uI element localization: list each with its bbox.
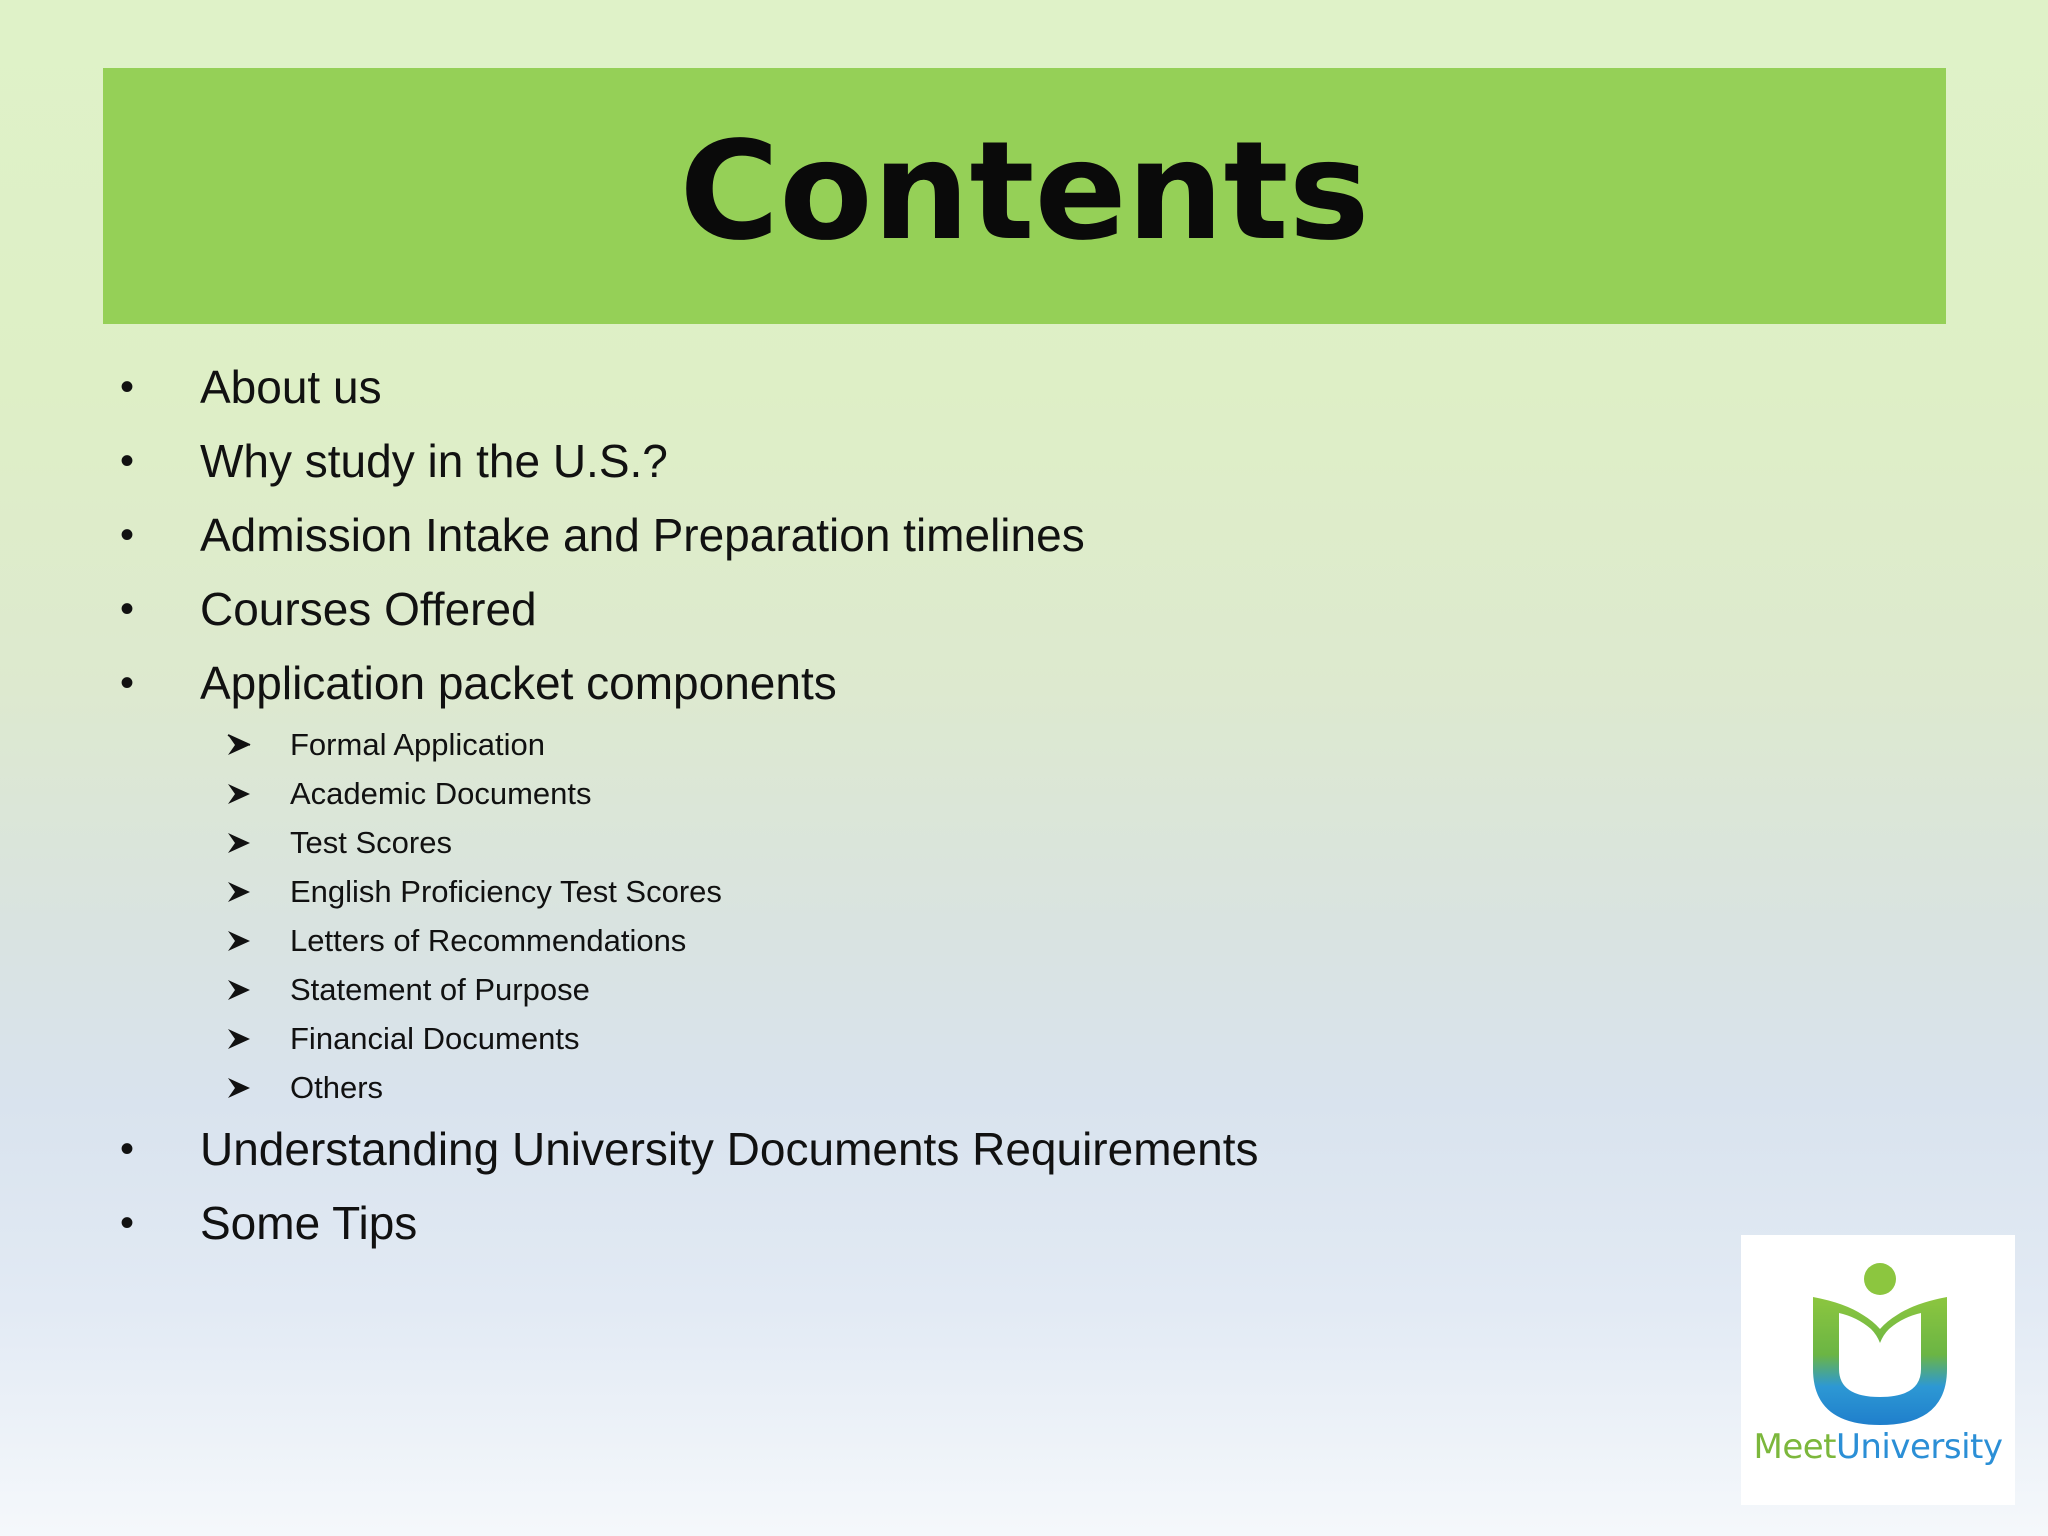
list-item <box>120 424 1720 498</box>
sub-list-item-label: Test Scores <box>290 824 452 860</box>
sub-list-item-label: Academic Documents <box>290 775 592 811</box>
arrowhead-bullet-icon <box>226 879 252 905</box>
list-item <box>120 498 1720 572</box>
list-item-label: Some Tips <box>200 1197 418 1249</box>
arrowhead-bullet-icon <box>226 830 252 856</box>
sub-list-item-label: Statement of Purpose <box>290 971 590 1007</box>
sub-list-item <box>120 769 1720 818</box>
meetuniversity-logo <box>1741 1235 2015 1505</box>
logo-text-meet: Meet <box>1753 1427 1836 1467</box>
sub-list-item-label: English Proficiency Test Scores <box>290 873 722 909</box>
logo-text-university: University <box>1836 1427 2003 1467</box>
bullet-icon: • <box>120 587 135 631</box>
title-bar <box>103 68 1946 324</box>
sub-list-item <box>120 916 1720 965</box>
arrowhead-bullet-icon <box>226 732 252 758</box>
sub-list-item <box>120 1063 1720 1112</box>
list-item <box>120 1112 1720 1186</box>
list-item-label: Application packet components <box>200 657 837 709</box>
slide-title: Contents <box>679 113 1370 271</box>
arrowhead-bullet-icon <box>226 1075 252 1101</box>
list-item <box>120 350 1720 424</box>
sub-list-item-label: Letters of Recommendations <box>290 922 687 958</box>
list-item <box>120 572 1720 646</box>
bullet-icon: • <box>120 365 135 409</box>
arrowhead-bullet-icon <box>226 781 252 807</box>
list-item-label: Understanding University Documents Requirements <box>200 1123 1259 1175</box>
sub-list-item <box>120 818 1720 867</box>
bullet-icon: • <box>120 1127 135 1171</box>
logo-text <box>1741 1427 2015 1467</box>
list-item-label: Courses Offered <box>200 583 537 635</box>
meetuniversity-logo-icon <box>1807 1257 1953 1429</box>
bullet-icon: • <box>120 1201 135 1245</box>
bullet-icon: • <box>120 661 135 705</box>
arrowhead-bullet-icon <box>226 1026 252 1052</box>
sub-list-item-label: Formal Application <box>290 726 546 762</box>
sub-list-item <box>120 965 1720 1014</box>
list-item <box>120 646 1720 720</box>
bullet-icon: • <box>120 513 135 557</box>
list-item-label: Why study in the U.S.? <box>200 435 668 487</box>
sub-list-item <box>120 720 1720 769</box>
list-item-label: About us <box>200 361 382 413</box>
sub-list-item <box>120 867 1720 916</box>
sub-list-item-label: Others <box>290 1069 384 1105</box>
sub-list-item <box>120 1014 1720 1063</box>
bullet-icon: • <box>120 439 135 483</box>
arrowhead-bullet-icon <box>226 977 252 1003</box>
list-item-label: Admission Intake and Preparation timelines <box>200 509 1085 561</box>
sub-list-item-label: Financial Documents <box>290 1020 580 1056</box>
contents-list <box>120 350 1720 1260</box>
arrowhead-bullet-icon <box>226 928 252 954</box>
list-item <box>120 1186 1720 1260</box>
